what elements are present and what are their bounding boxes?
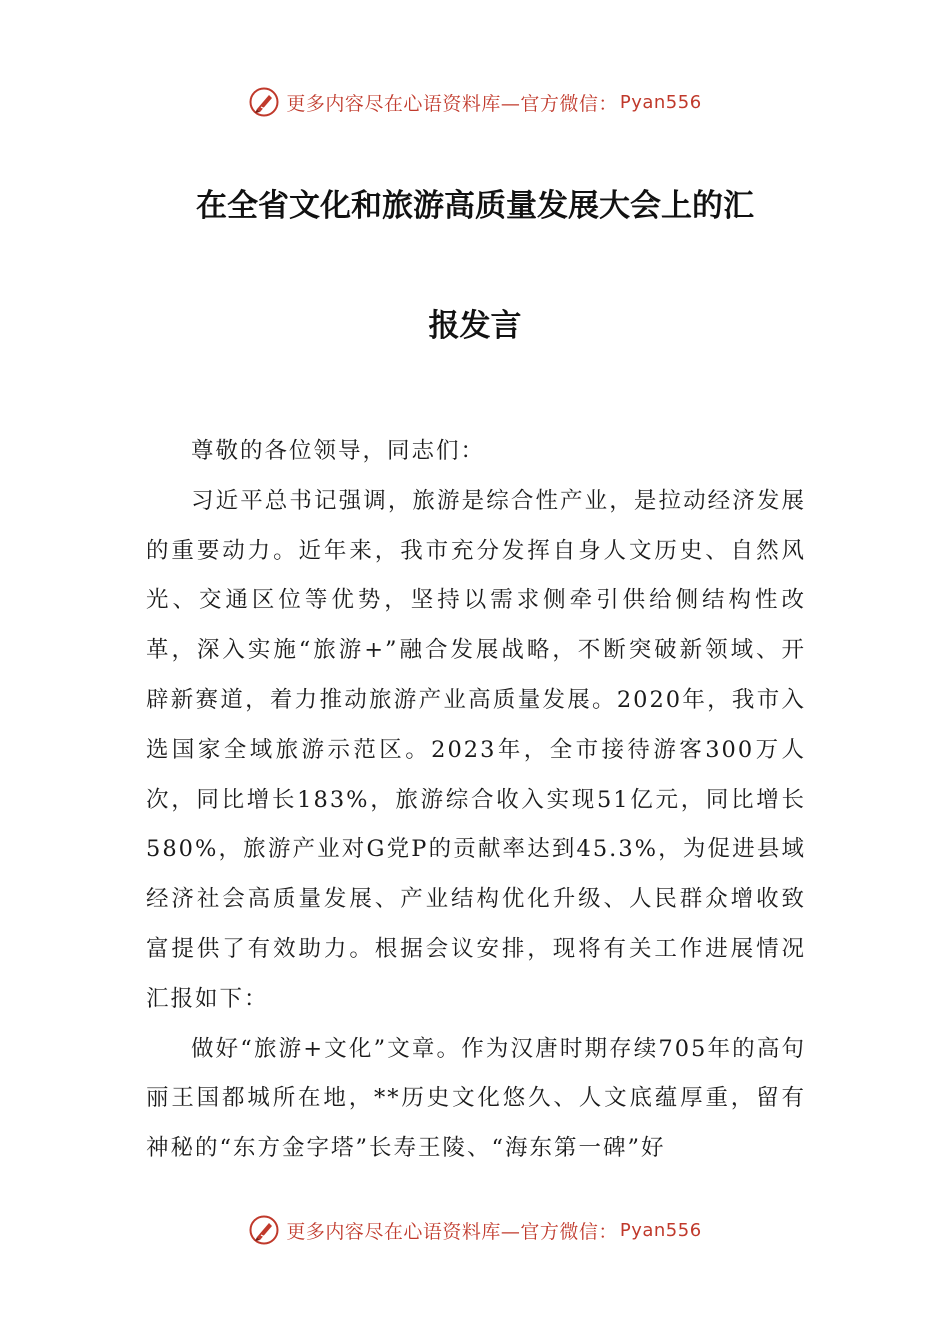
watermark-handle: Pyan556 <box>619 91 702 113</box>
pen-logo-icon <box>248 1214 280 1246</box>
watermark-header <box>0 82 950 122</box>
document-title-line-2: 报发言 <box>428 308 522 344</box>
document-body <box>146 427 806 1174</box>
watermark-text: 更多内容尽在心语资料库—官方微信： <box>286 92 618 115</box>
paragraph-intro: 习近平总书记强调，旅游是综合性产业，是拉动经济发展的重要动力。近年来，我市充分发挥自身人文历史、自然风光、交通区位等优势，坚持以需求侧牵引供给侧结构性改革，深入实施“旅游+”融合发展战略，不断突破新领域、开辟新赛道，着力推动旅游产业高质量发展。2020年，我市入选国家全域旅游示范区。2023年，全市接待游客300万人次，同比增长183%，旅游综合收入实现51亿元，同比增长580%，旅游产业对G党P的贡献率达到45.3%，为促进县域经济社会高质量发展、产业结构优化升级、人民群众增收致富提供了有效助力。根据会议安排，现将有关工作进展情况汇报如下： <box>146 487 806 1012</box>
paragraph-tourism-culture: 做好“旅游+文化”文章。作为汉唐时期存续705年的高句丽王国都城所在地，**历史文化悠久、人文底蕴厚重，留有神秘的“东方金字塔”长寿王陵、“海东第一碑”好 <box>146 1035 806 1162</box>
document-title-line-1: 在全省文化和旅游高质量发展大会上的汇 <box>196 188 754 224</box>
salutation: 尊敬的各位领导，同志们： <box>191 438 486 464</box>
pen-logo-icon <box>248 86 280 118</box>
watermark-footer <box>0 1210 950 1250</box>
watermark-text: 更多内容尽在心语资料库—官方微信： <box>286 1220 618 1243</box>
watermark-handle: Pyan556 <box>619 1219 702 1241</box>
